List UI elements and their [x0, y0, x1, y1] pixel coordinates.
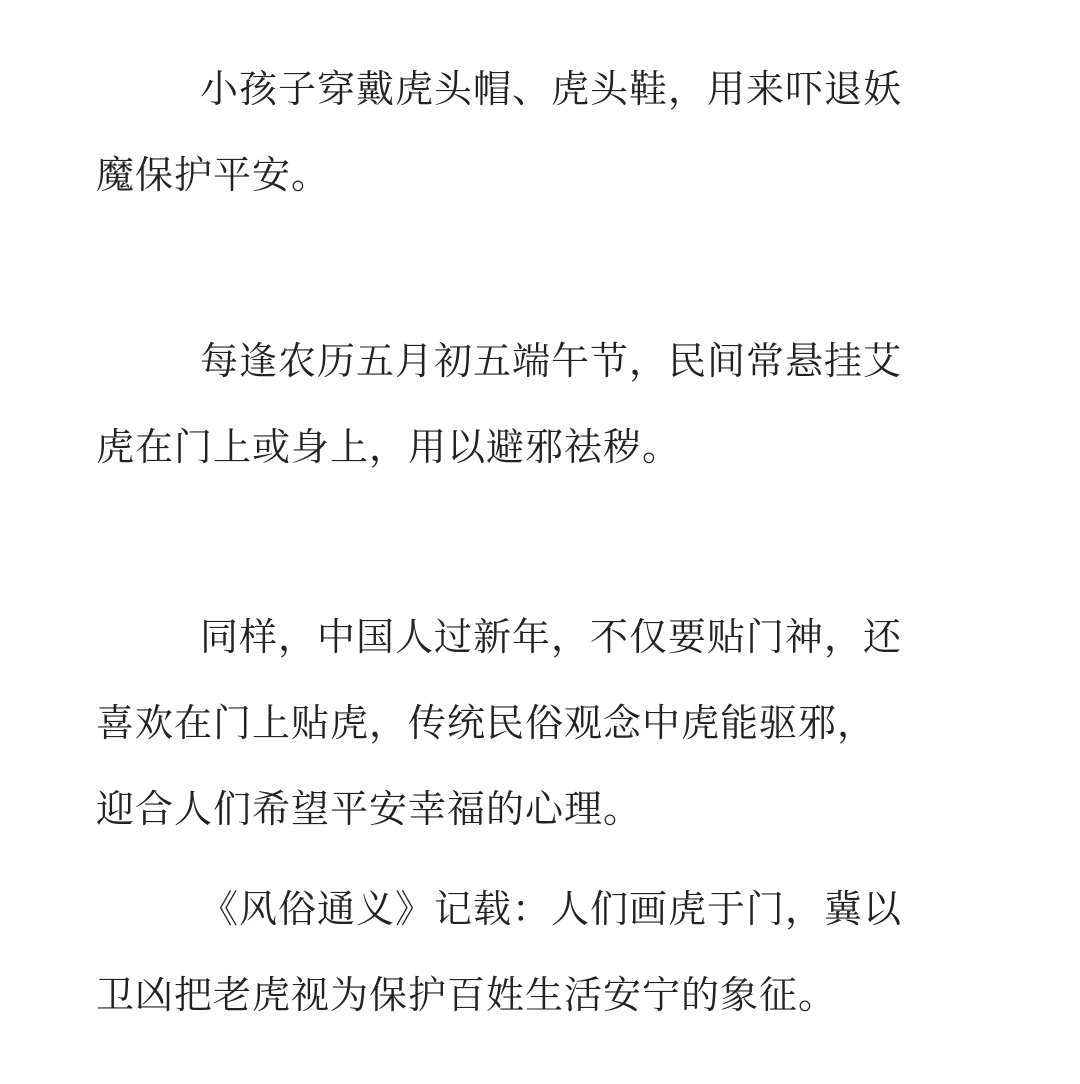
paragraph-dragon-boat — [96, 318, 996, 490]
paragraph-new-year — [96, 594, 996, 852]
paragraph-line — [96, 46, 996, 132]
line-text: 卫凶把老虎视为保护百姓生活安宁的象征。 — [96, 973, 838, 1017]
paragraph-line — [96, 404, 996, 490]
line-text: 《风俗通义》记载：人们画虎于门，冀以 — [200, 887, 903, 931]
line-text: 小孩子穿戴虎头帽、虎头鞋，用来吓退妖 — [200, 67, 903, 111]
paragraph-fengsu-tongyi — [96, 866, 996, 1038]
line-text: 虎在门上或身上，用以避邪祛秽。 — [96, 425, 682, 469]
paragraph-tiger-hat — [96, 46, 996, 218]
paragraph-line — [96, 594, 996, 680]
line-text: 同样，中国人过新年，不仅要贴门神，还 — [200, 615, 903, 659]
paragraph-line — [96, 866, 996, 952]
line-text: 魔保护平安。 — [96, 153, 331, 197]
paragraph-line — [96, 952, 996, 1038]
paragraph-line — [96, 680, 996, 766]
paragraph-line — [96, 132, 996, 218]
line-text: 喜欢在门上贴虎，传统民俗观念中虎能驱邪， — [96, 701, 877, 745]
paragraph-line — [96, 318, 996, 404]
paragraph-line — [96, 766, 996, 852]
line-text: 迎合人们希望平安幸福的心理。 — [96, 787, 643, 831]
line-text: 每逢农历五月初五端午节，民间常悬挂艾 — [200, 339, 903, 383]
